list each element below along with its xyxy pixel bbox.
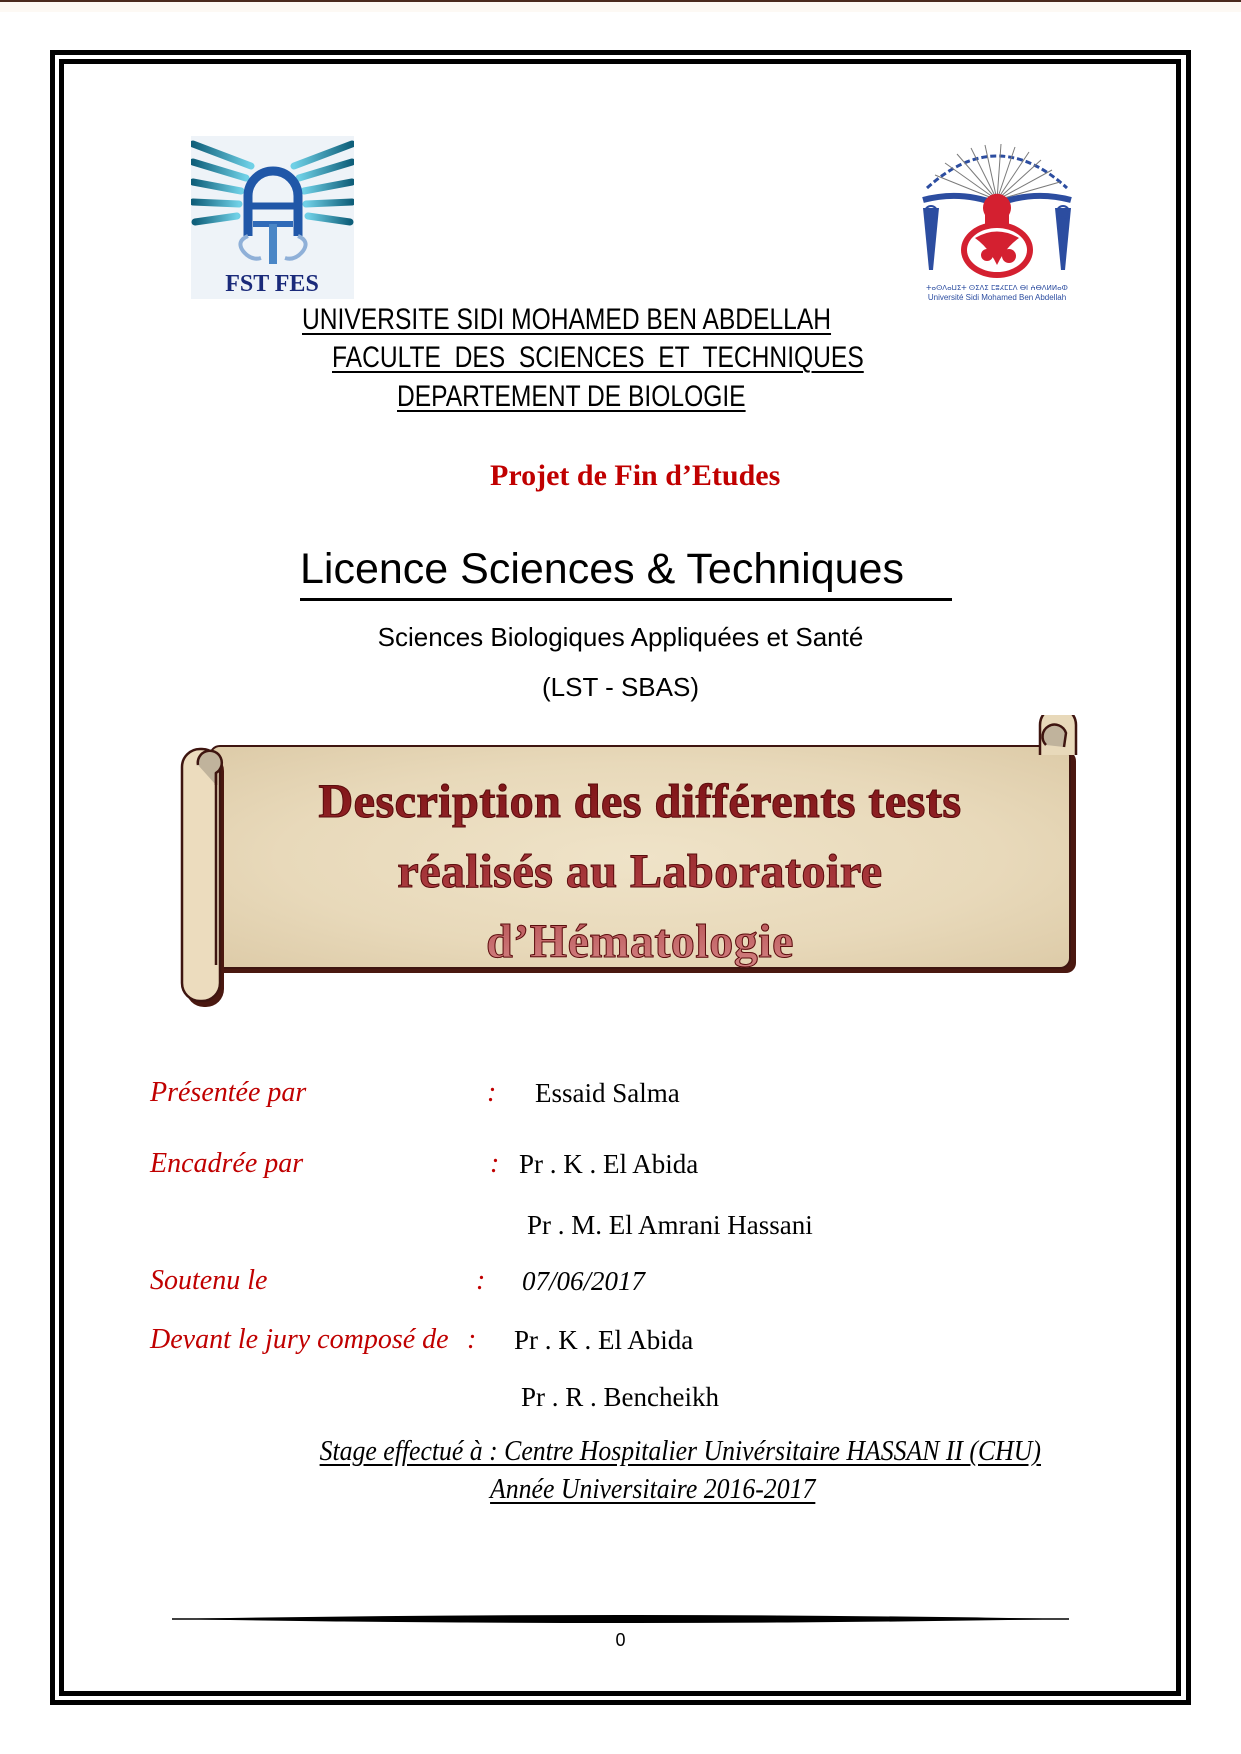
thesis-title [270,767,1010,977]
degree-abbreviation-text: (LST - SBAS) [541,672,699,702]
project-type: Projet de Fin d’Etudes [490,459,781,492]
faculty-name: FACULTE DES SCIENCES ET TECHNIQUES [332,341,864,374]
fst-fes-emblem-icon [191,136,354,299]
defended-on-value: 07/06/2017 [522,1266,646,1296]
supervisor-1: Pr . K . El Abida [519,1149,699,1179]
academic-year-text: Année Universitaire 2016-2017 [490,1474,816,1505]
internship-location-text: Stage effectué à : Centre Hospitalier Univérsitaire HASSAN II (CHU) [319,1436,1041,1467]
degree-title-underline [300,598,952,601]
usmba-emblem-icon [905,130,1090,305]
degree-abbreviation [0,672,1241,703]
degree-specialty-text: Sciences Biologiques Appliquées et Santé [377,622,864,652]
supervisor-2: Pr . M. El Amrani Hassani [527,1210,813,1240]
jury-member-1: Pr . K . El Abida [514,1325,694,1355]
degree-title: Licence Sciences & Techniques [300,545,904,593]
degree-specialty [0,622,1241,653]
internship-location [50,1436,1192,1468]
decorative-divider-icon [172,1612,1069,1626]
university-name: UNIVERSITE SIDI MOHAMED BEN ABDELLAH [302,303,832,336]
academic-year [50,1474,1192,1506]
svg-text:FST FES: FST FES [225,271,319,297]
top-edge-shade [0,2,1241,12]
supervised-by-colon: : [490,1148,500,1179]
jury-colon: : [467,1324,477,1355]
presented-by-label: Présentée par [150,1077,307,1108]
title-scroll-banner [180,715,1085,1015]
supervised-by-label: Encadrée par [150,1148,304,1179]
svg-text:ⵜⴰⵙⴷⴰⵡⵉⵜ ⵙⵉⴷⵉ ⵎⵓⵃⵎⵎⴷ ⴱⵏ ⵄⴱⴷⵍⵍⴰ: ⵜⴰⵙⴷⴰⵡⵉⵜ ⵙⵉⴷⵉ ⵎⵓⵃⵎⵎⴷ ⴱⵏ ⵄⴱⴷⵍⵍⴰⵀ [926,284,1068,292]
defended-on-colon: : [476,1265,486,1296]
thesis-title-line-1: Description des différents tests [318,775,962,828]
defended-on-label: Soutenu le [150,1265,268,1296]
presented-by-value: Essaid Salma [535,1078,680,1108]
department-name: DEPARTEMENT DE BIOLOGIE [397,380,746,413]
jury-label: Devant le jury composé de [150,1324,449,1355]
thesis-title-line-3: d’Hématologie [486,915,794,968]
svg-text:Université Sidi Mohamed Ben Ab: Université Sidi Mohamed Ben Abdellah [927,293,1067,302]
fst-fes-logo [191,136,354,299]
thesis-title-line-2: réalisés au Laboratoire [397,845,883,898]
presented-by-colon: : [487,1077,497,1108]
jury-member-2: Pr . R . Bencheikh [521,1382,719,1412]
page-number: 0 [615,1630,626,1650]
usmba-logo [905,130,1090,305]
